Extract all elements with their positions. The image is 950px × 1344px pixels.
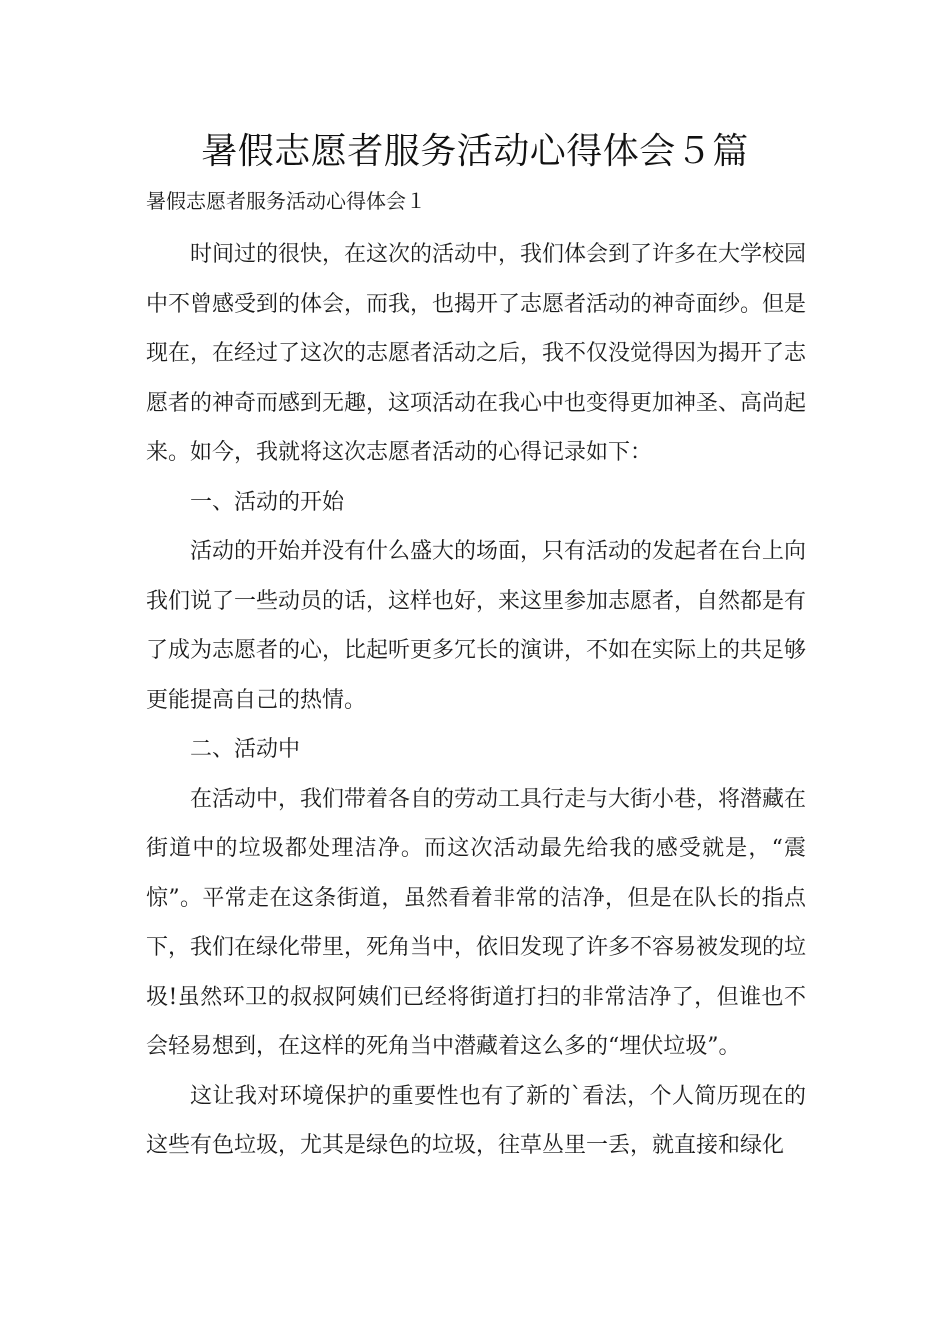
paragraph: 在活动中，我们带着各自的劳动工具行走与大街小巷，将潜藏在街道中的垃圾都处理洁净。而这次活动最先给我的感受就是，“震惊”。平常走在这条街道，虽然看着非常的洁净，但是在队长的指点下，我们在绿化带里，死角当中，依旧发现了许多不容易被发现的垃圾!虽然环卫的叔叔阿姨们已经将街道打扫的非常洁净了，但谁也不会轻易想到，在这样的死角当中潜藏着这么多的“埋伏垃圾”。 bbox=[146, 786, 807, 1059]
paragraph: 这让我对环境保护的重要性也有了新的`看法，个人简历现在的这些有色垃圾，尤其是绿色的垃圾，往草丛里一丢，就直接和绿化 bbox=[146, 1083, 806, 1158]
document-body bbox=[146, 230, 806, 1171]
document-title: 暑假志愿者服务活动心得体会５篇 bbox=[201, 131, 749, 172]
paragraph: 活动的开始并没有什么盛大的场面，只有活动的发起者在台上向我们说了一些动员的话，这样也好，来这里参加志愿者，自然都是有了成为志愿者的心，比起听更多冗长的演讲，不如在实际上的共足够更能提高自己的热情。 bbox=[146, 539, 807, 713]
section-heading: 二、活动中 bbox=[190, 737, 301, 762]
paragraph: 时间过的很快，在这次的活动中，我们体会到了许多在大学校园中不曾感受到的体会，而我，也揭开了志愿者活动的神奇面纱。但是现在，在经过了这次的志愿者活动之后，我不仅没觉得因为揭开了志愿者的神奇而感到无趣，这项活动在我心中也变得更加神圣、高尚起来。如今，我就将这次志愿者活动的心得记录如下： bbox=[146, 242, 807, 465]
document-subtitle: 暑假志愿者服务活动心得体会１ bbox=[146, 189, 426, 213]
section-heading: 一、活动的开始 bbox=[190, 489, 345, 515]
